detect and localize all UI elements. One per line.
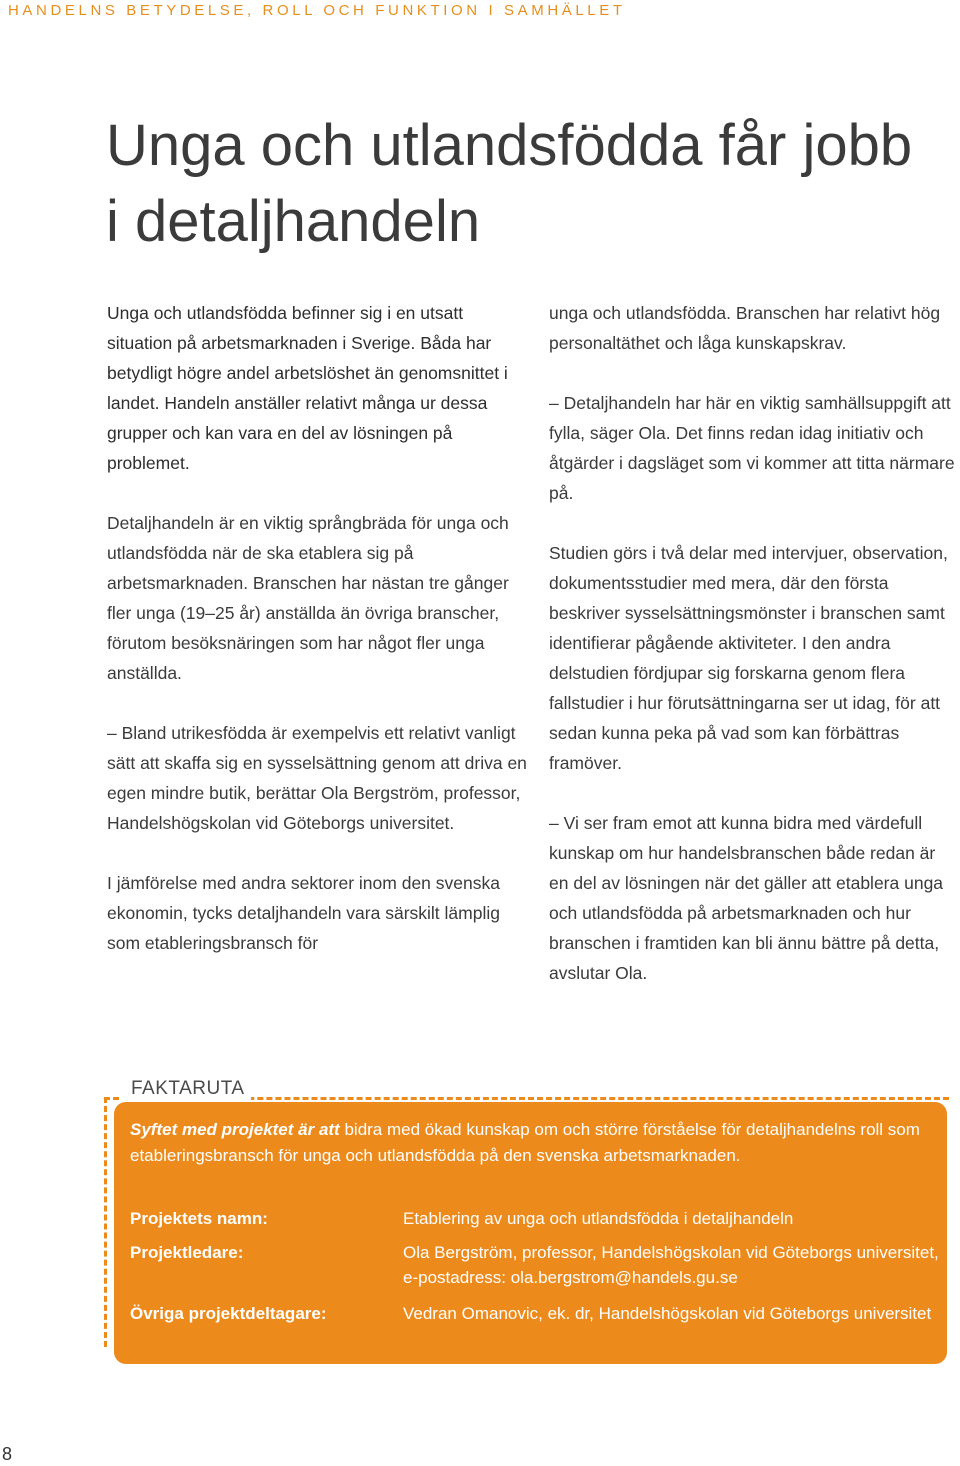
left-column [107, 298, 527, 988]
body-paragraph: I jämförelse med andra sektorer inom den svenska ekonomin, tycks detaljhandeln vara särskilt lämplig som etableringsbransch för [107, 873, 500, 953]
quote-paragraph: – Vi ser fram emot att kunna bidra med värdefull kunskap om hur handelsbranschen både redan är en del av lösningen när det gäller att etablera unga och utlandsfödda på arbetsmarknaden och hur branschen i framtiden kan bli ännu bättre på detta, avslutar Ola. [549, 813, 944, 983]
faktaruta-key: Projektledare: [130, 1243, 244, 1262]
page-number: 8 [2, 1444, 13, 1464]
faktaruta-value: Vedran Omanovic, ek. dr, Handelshögskolan vid Göteborgs universitet [403, 1304, 932, 1323]
faktaruta-value: Etablering av unga och utlandsfödda i detaljhandeln [403, 1209, 794, 1228]
quote-paragraph: – Bland utrikesfödda är exempelvis ett relativt vanligt sätt att skaffa sig en sysselsättning genom att driva en egen mindre butik, berättar Ola Bergström, professor, Handelshögskolan vid Göteborgs universitet. [107, 723, 527, 833]
running-header: HANDELNS BETYDELSE, ROLL OCH FUNKTION I SAMHÄLLET [8, 2, 626, 19]
intro-paragraph: Unga och utlandsfödda befinner sig i en utsatt situation på arbetsmarknaden i Sverige. Båda har betydligt högre andel arbetslöshet än genomsnittet i landet. Handeln anställer relativt många ur dessa grupper och kan vara en del av lösningen på problemet. [107, 303, 508, 473]
right-column [549, 298, 959, 1018]
faktaruta-intro [130, 1117, 930, 1169]
body-paragraph: Studien görs i två delar med intervjuer, observation, dokumentsstudier med mera, där den första beskriver sysselsättningsmönster i branschen samt identifierar pågående aktiviteter. I den andra delstudien fördjupar sig forskarna genom flera fallstudier i hur förutsättningarna ser ut idag, för att sedan kunna peka på vad som kan förbättras framöver. [549, 543, 948, 773]
body-paragraph: Detaljhandeln är en viktig språngbräda för unga och utlandsfödda när de ska etablera sig på arbetsmarknaden. Branschen har nästan tre gånger fler unga (19–25 år) anställda än övriga branscher, förutom besöksnäringen som har något fler unga anställda. [107, 513, 509, 683]
quote-paragraph: – Detaljhandeln har här en viktig samhällsuppgift att fylla, säger Ola. Det finns redan idag initiativ och åtgärder i dagsläget som vi kommer att titta närmare på. [549, 393, 955, 503]
faktaruta-intro-lead: Syftet med projektet är att [130, 1120, 340, 1139]
faktaruta-dashed-border-left [104, 1097, 107, 1347]
faktaruta-value: Ola Bergström, professor, Handelshögskolan vid Göteborgs universitet, e-postadress: ola.bergstrom@handels.gu.se [403, 1243, 939, 1287]
body-paragraph: unga och utlandsfödda. Branschen har relativt hög personaltäthet och låga kunskapskrav. [549, 303, 941, 353]
faktaruta-key: Övriga projektdeltagare: [130, 1304, 327, 1323]
faktaruta-intro-rest: bidra med ökad kunskap om och större förståelse för detaljhandelns roll som etableringsbransch för unga och utlandsfödda på den svenska arbetsmarknaden. [130, 1120, 920, 1165]
faktaruta-key: Projektets namn: [130, 1209, 268, 1228]
article-title: Unga och utlandsfödda får jobb i detaljhandeln [106, 113, 913, 254]
faktaruta-label: FAKTARUTA [121, 1078, 251, 1100]
